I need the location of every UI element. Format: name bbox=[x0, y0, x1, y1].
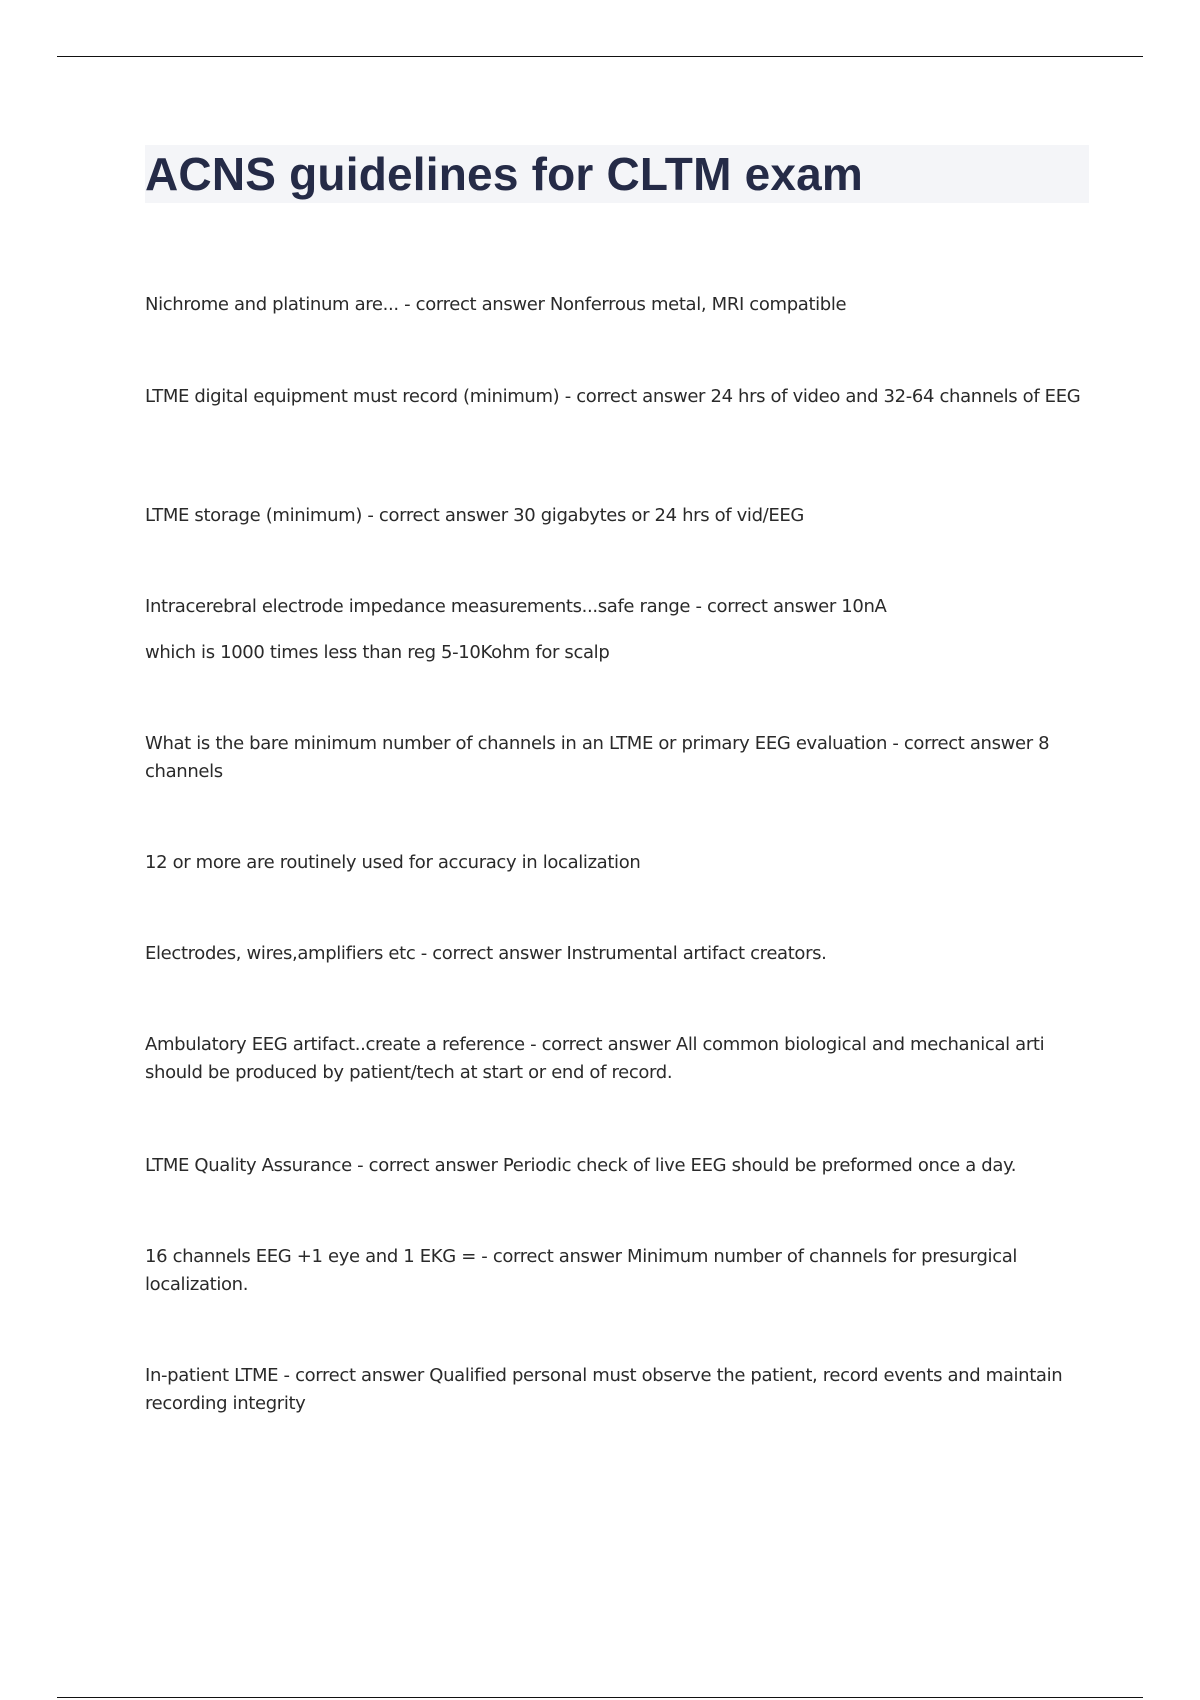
qa-entry-storage: LTME storage (minimum) - correct answer 30 gigabytes or 24 hrs of vid/EEG bbox=[145, 505, 805, 526]
qa-entry-ambulatory-artifact: Ambulatory EEG artifact..create a reference - correct answer All common biological and mechanical arti should be produced by patient/tech at start or end of record. bbox=[145, 1034, 1045, 1083]
qa-entry-nichrome: Nichrome and platinum are... - correct answer Nonferrous metal, MRI compatible bbox=[145, 294, 847, 315]
qa-entry-quality-assurance: LTME Quality Assurance - correct answer Periodic check of live EEG should be preformed once a day. bbox=[145, 1155, 1017, 1176]
qa-entry-presurgical-channels: 16 channels EEG +1 eye and 1 EKG = - correct answer Minimum number of channels for presurgical localization. bbox=[145, 1246, 1018, 1295]
header-rule bbox=[57, 56, 1143, 57]
qa-entry-instrumental-artifact: Electrodes, wires,amplifiers etc - correct answer Instrumental artifact creators. bbox=[145, 943, 827, 964]
qa-entry-localization-note: 12 or more are routinely used for accuracy in localization bbox=[145, 852, 641, 873]
document-title: ACNS guidelines for CLTM exam bbox=[145, 148, 864, 200]
footer-rule bbox=[57, 1697, 1143, 1698]
qa-entry-impedance-note: which is 1000 times less than reg 5-10Kohm for scalp bbox=[145, 642, 610, 663]
qa-entry-minimum-channels: What is the bare minimum number of channels in an LTME or primary EEG evaluation - correct answer 8 channels bbox=[145, 733, 1050, 782]
qa-entry-impedance: Intracerebral electrode impedance measurements...safe range - correct answer 10nA bbox=[145, 596, 887, 617]
qa-entry-digital-equipment: LTME digital equipment must record (minimum) - correct answer 24 hrs of video and 32-64 channels of EEG bbox=[145, 386, 1081, 407]
qa-entry-inpatient-ltme: In-patient LTME - correct answer Qualified personal must observe the patient, record events and maintain recording integrity bbox=[145, 1365, 1063, 1414]
